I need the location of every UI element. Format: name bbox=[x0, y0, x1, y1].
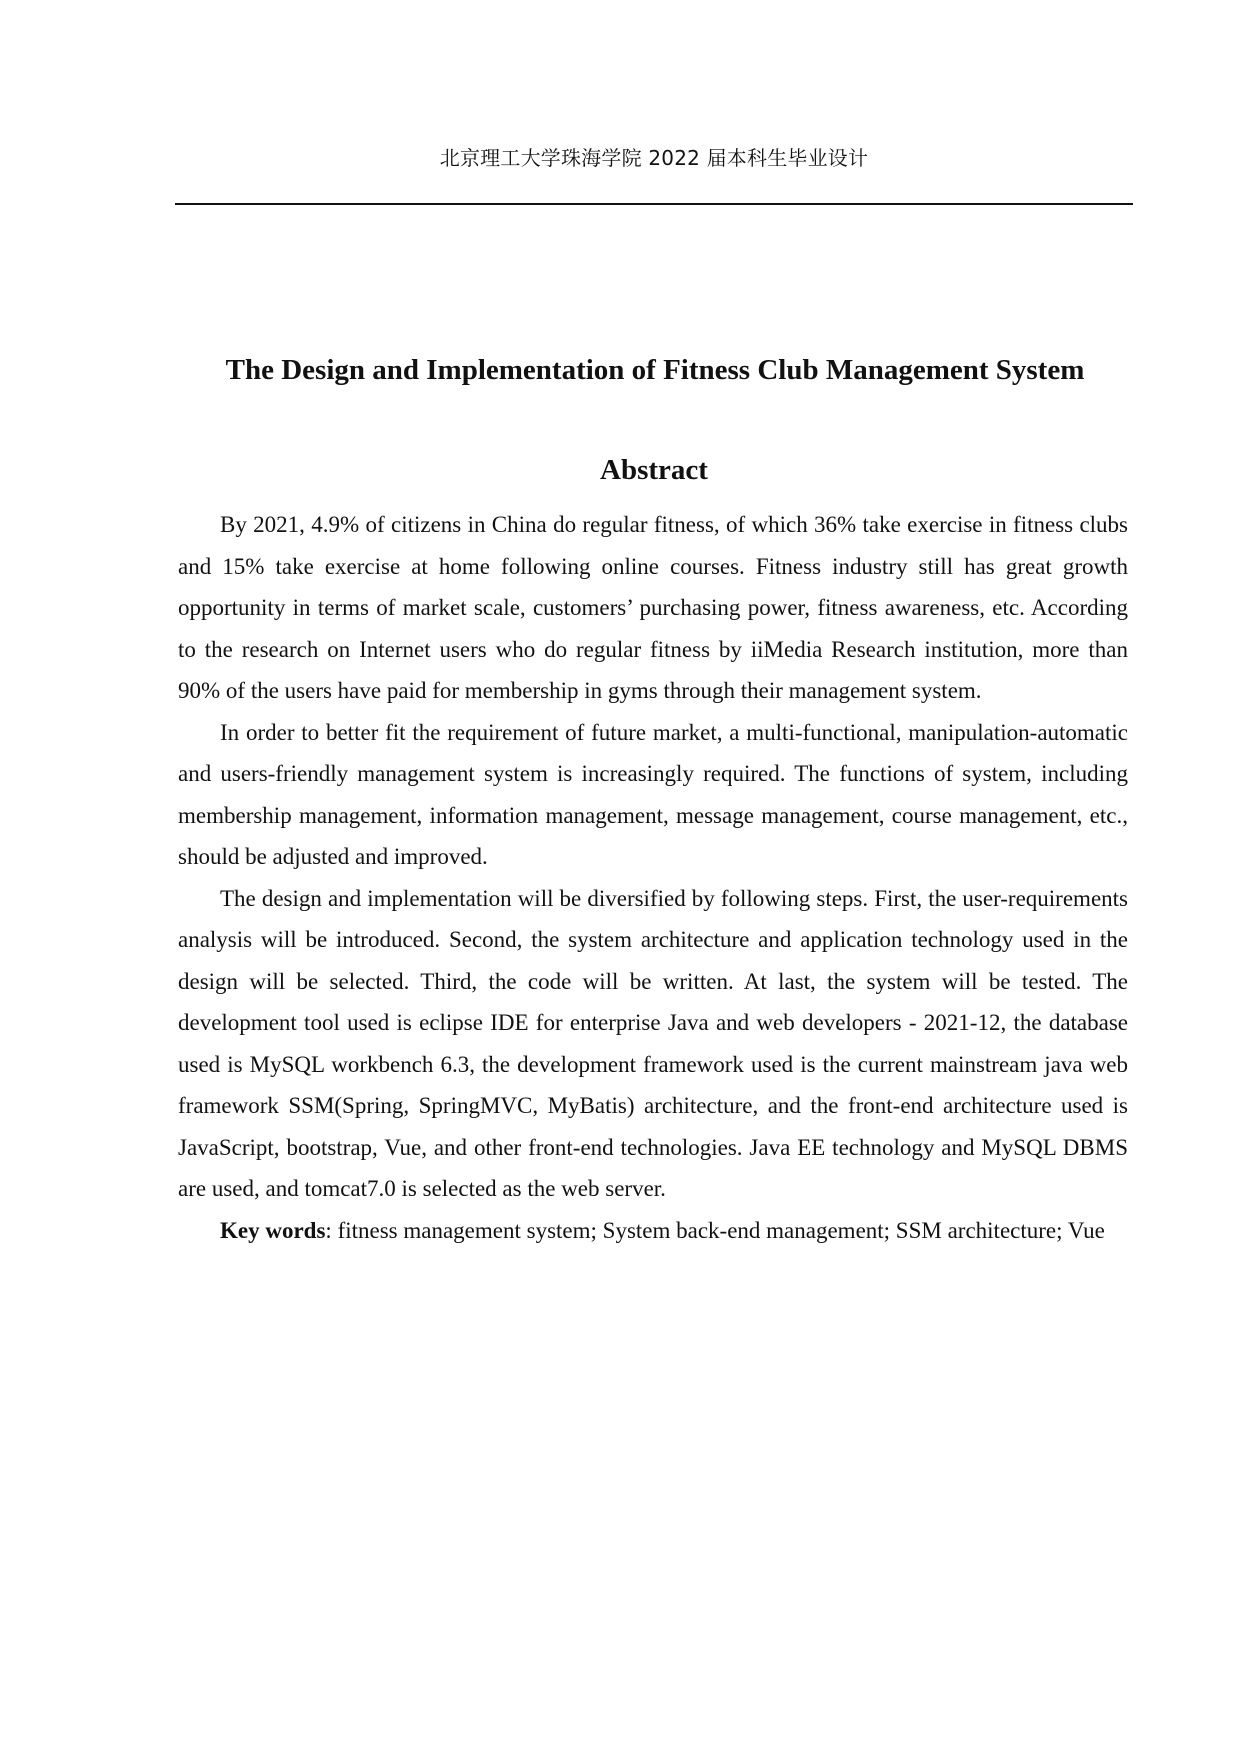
running-header: 北京理工大学珠海学院 2022 届本科生毕业设计 bbox=[439, 146, 869, 170]
keywords-separator: : bbox=[325, 1217, 338, 1243]
abstract-heading: Abstract bbox=[600, 454, 708, 486]
abstract-paragraph-2: In order to better fit the requirement of future market, a multi-functional, manipulation-automatic and users-friendly management system is increasingly required. The functions of system, including membership management, information management, message management, course management, etc., should be adjusted and improved. bbox=[178, 719, 1128, 869]
keywords-line bbox=[178, 1210, 1128, 1252]
header-divider bbox=[175, 203, 1133, 205]
keywords-text: fitness management system; System back-end management; SSM architecture; Vue bbox=[337, 1217, 1105, 1243]
keywords-label: Key words bbox=[220, 1217, 326, 1243]
abstract-paragraph-3: The design and implementation will be diversified by following steps. First, the user-requirements analysis will be introduced. Second, the system architecture and application technology used in the design will be selected. Third, the code will be written. At last, the system will be tested. The development tool used is eclipse IDE for enterprise Java and web developers - 2021-12, the database used is MySQL workbench 6.3, the development framework used is the current mainstream java web framework SSM(Spring, SpringMVC, MyBatis) architecture, and the front-end architecture used is JavaScript, bootstrap, Vue, and other front-end technologies. Java EE technology and MySQL DBMS are used, and tomcat7.0 is selected as the web server. bbox=[178, 885, 1128, 1201]
paper-title: The Design and Implementation of Fitness Club Management System bbox=[225, 354, 1085, 386]
abstract-paragraph-1: By 2021, 4.9% of citizens in China do regular fitness, of which 36% take exercise in fitness clubs and 15% take exercise at home following online courses. Fitness industry still has great growth opportunity in terms of market scale, customers’ purchasing power, fitness awareness, etc. According to the research on Internet users who do regular fitness by iiMedia Research institution, more than 90% of the users have paid for membership in gyms through their management system. bbox=[178, 512, 1128, 703]
abstract-body bbox=[178, 504, 1128, 1251]
